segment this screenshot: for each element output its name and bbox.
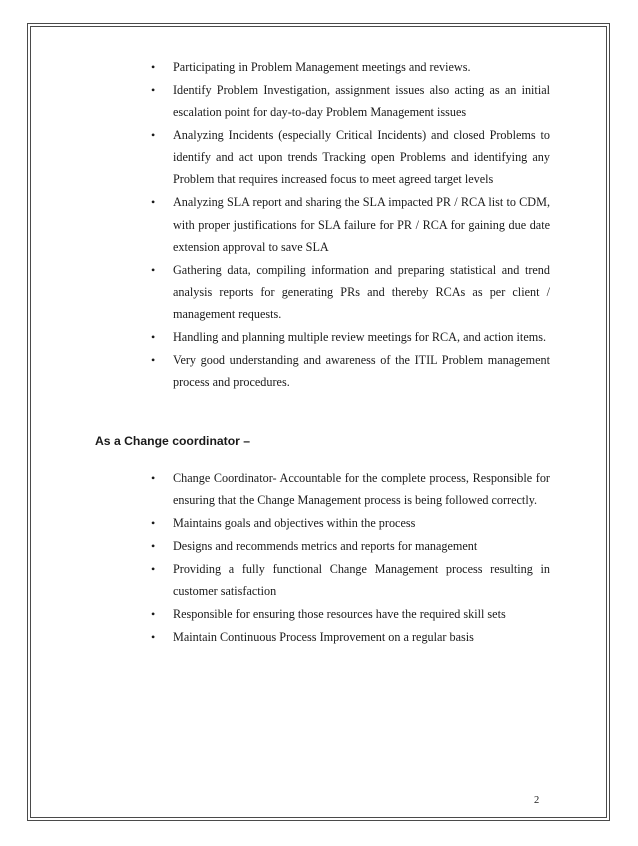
change-coordinator-list (150, 467, 550, 648)
list-item (150, 124, 550, 191)
list-item (150, 603, 550, 625)
list-item-text: Designs and recommends metrics and reports for management (173, 538, 478, 553)
list-item (150, 79, 550, 124)
bullet-icon: • (151, 330, 156, 345)
bullet-icon: • (151, 352, 156, 367)
list-item-text: Analyzing SLA report and sharing the SLA impacted PR / RCA list to CDM, with proper justifications for SLA failure for PR / RCA for gaining due date extension approval to save SLA (173, 195, 550, 254)
bullet-icon: • (151, 127, 156, 142)
bullet-icon: • (151, 60, 156, 74)
list-item (150, 626, 550, 648)
bullet-icon: • (151, 629, 156, 644)
list-item-text: Handling and planning multiple review meetings for RCA, and action items. (173, 330, 546, 345)
list-item-text: Providing a fully functional Change Management process resulting in customer satisfaction (173, 561, 550, 598)
list-item-text: Participating in Problem Management meetings and reviews. (173, 60, 471, 74)
list-item-text: Maintains goals and objectives within the process (173, 516, 416, 531)
list-item-text: Identify Problem Investigation, assignment issues also acting as an initial escalation point for day-to-day Problem Management issues (173, 82, 550, 120)
bullet-icon: • (151, 471, 156, 485)
bullet-icon: • (151, 262, 156, 277)
list-item (150, 259, 550, 326)
list-item-text: Analyzing Incidents (especially Critical Incidents) and closed Problems to identify and act upon trends Tracking open Problems and identifying any Problem that requires increased focus to meet agreed target levels (173, 127, 550, 187)
list-item-text: Responsible for ensuring those resources have the required skill sets (173, 606, 506, 621)
bullet-icon: • (151, 195, 156, 210)
page-number: 2 (534, 795, 540, 806)
list-item (150, 535, 550, 557)
problem-management-list (150, 56, 550, 394)
section-heading: As a Change coordinator – (95, 434, 251, 448)
bullet-icon: • (151, 561, 156, 576)
list-item (150, 349, 550, 394)
list-item-text: Very good understanding and awareness of the ITIL Problem management process and procedures. (173, 352, 550, 390)
list-item-text: Gathering data, compiling information and preparing statistical and trend analysis reports for generating PRs and thereby RCAs as per client / management requests. (173, 262, 550, 322)
bullet-icon: • (151, 82, 156, 97)
list-item (150, 558, 550, 603)
list-item (150, 191, 550, 258)
bullet-icon: • (151, 606, 156, 621)
list-item (150, 512, 550, 534)
bullet-icon: • (151, 538, 156, 553)
list-item-text: Maintain Continuous Process Improvement on a regular basis (173, 629, 474, 644)
list-item (150, 56, 550, 78)
list-item (150, 326, 550, 348)
list-item-text: Change Coordinator- Accountable for the complete process, Responsible for ensuring that the Change Management process is being followed correctly. (173, 471, 550, 508)
bullet-icon: • (151, 516, 156, 531)
list-item (150, 467, 550, 512)
